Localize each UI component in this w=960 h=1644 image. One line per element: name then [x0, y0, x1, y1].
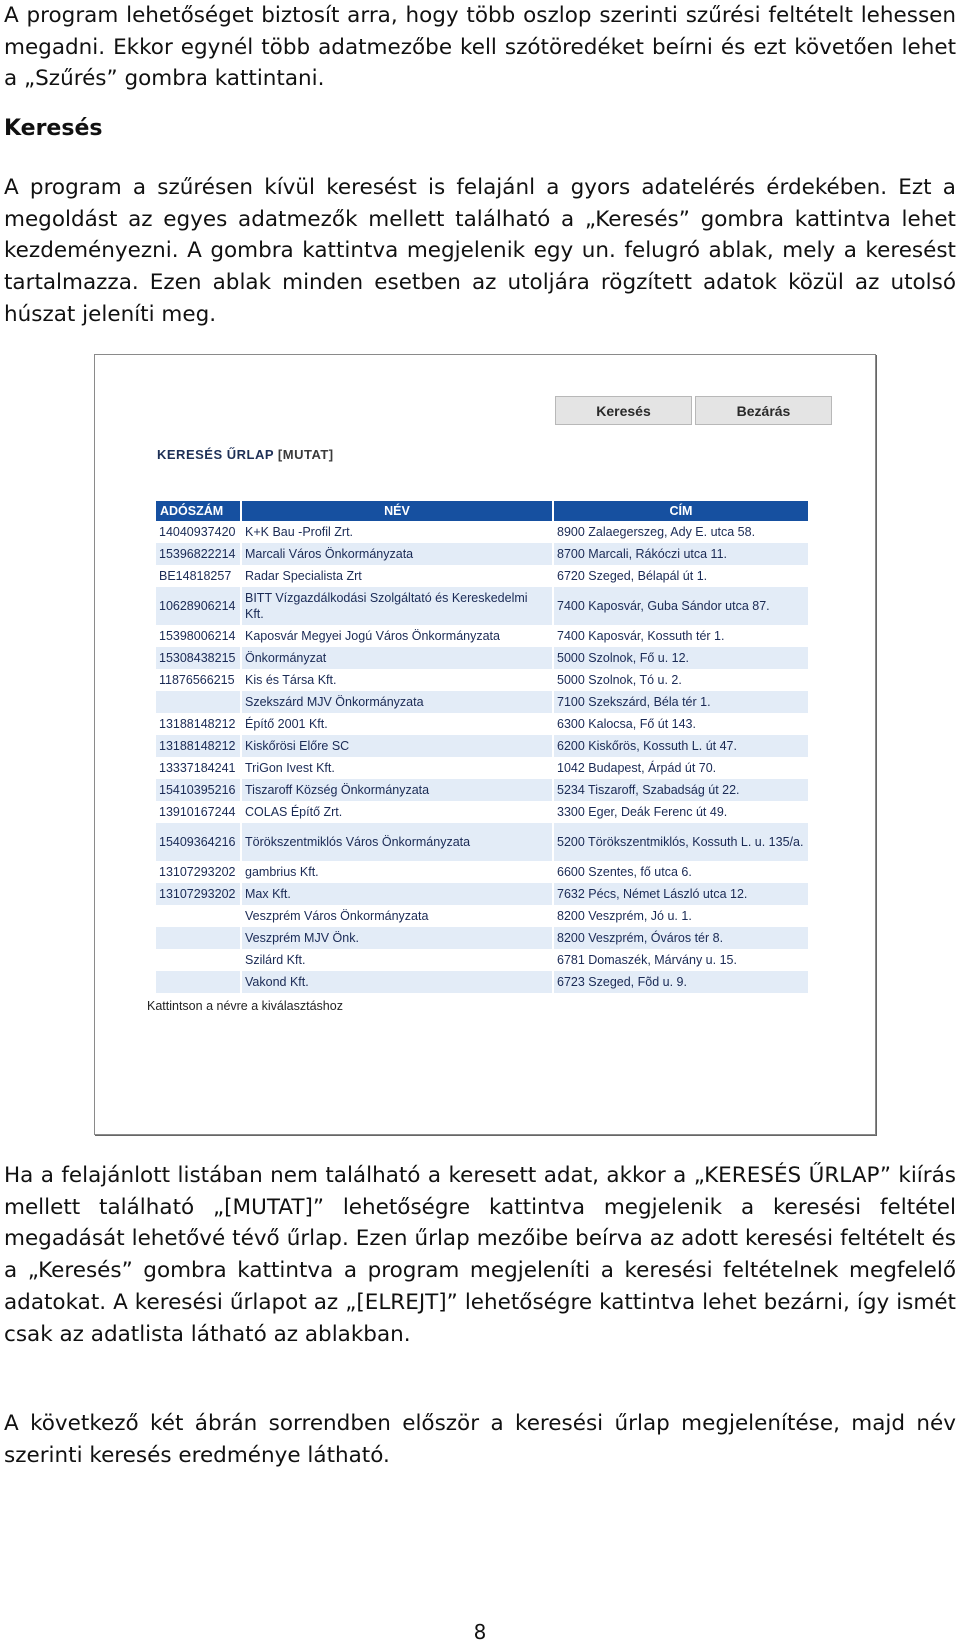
table-row[interactable] [156, 625, 808, 647]
tax-cell: 15409364216 [156, 823, 240, 861]
name-cell[interactable]: BITT Vízgazdálkodási Szolgáltató és Kereskedelmi Kft. [242, 587, 552, 625]
tax-cell: BE14818257 [159, 569, 232, 583]
tax-cell: 15308438215 [156, 647, 240, 669]
tax-cell: 10628906214 [156, 587, 240, 625]
name-cell[interactable]: Kiskőrösi Előre SC [242, 735, 552, 757]
address-cell: 1042 Budapest, Árpád út 70. [557, 761, 717, 775]
tax-cell: 13910167244 [159, 805, 236, 819]
name-cell[interactable]: K+K Bau -Profil Zrt. [245, 525, 354, 539]
tax-cell [156, 971, 240, 993]
table-row[interactable] [156, 565, 808, 587]
table-row[interactable] [156, 861, 808, 883]
address-cell: 6600 Szentes, fő utca 6. [557, 865, 692, 879]
tax-cell: 13107293202 [159, 865, 236, 879]
search-popup-screenshot [94, 354, 876, 1135]
tax-cell [156, 691, 240, 713]
address-cell: 6720 Szeged, Bélapál út 1. [557, 569, 708, 583]
table-row[interactable] [156, 779, 808, 801]
name-cell[interactable]: Vakond Kft. [242, 971, 552, 993]
name-cell[interactable]: Önkormányzat [242, 647, 552, 669]
figures-intro-paragraph: A következő két ábrán sorrendben először a keresési űrlap megjelenítése, majd név szerinti keresés eredménye látható. [4, 1411, 956, 1468]
name-cell[interactable]: Max Kft. [242, 883, 552, 905]
table-row[interactable] [156, 949, 808, 971]
name-cell[interactable]: COLAS Építő Zrt. [245, 805, 343, 819]
table-row[interactable] [156, 521, 808, 543]
table-row[interactable] [156, 757, 808, 779]
selection-hint: Kattintson a névre a kiválasztáshoz [147, 999, 343, 1013]
search-form-title [157, 447, 334, 462]
close-button[interactable]: Bezárás [695, 396, 832, 425]
address-cell: 3300 Eger, Deák Ferenc út 49. [557, 805, 728, 819]
address-cell: 6723 Szeged, Fõd u. 9. [554, 971, 808, 993]
show-form-toggle[interactable]: [MUTAT] [277, 447, 334, 462]
table-row[interactable] [156, 927, 808, 949]
name-cell[interactable]: Marcali Város Önkormányzata [242, 543, 552, 565]
name-cell[interactable]: Szilárd Kft. [245, 953, 306, 967]
section-heading-kereses: Keresés [4, 116, 103, 141]
address-cell: 7400 Kaposvár, Guba Sándor utca 87. [554, 587, 808, 625]
name-cell[interactable]: Szekszárd MJV Önkormányzata [242, 691, 552, 713]
table-row[interactable] [156, 735, 808, 757]
column-header-address: CÍM [554, 501, 808, 521]
name-cell[interactable]: Törökszentmiklós Város Önkormányzata [242, 823, 552, 861]
tax-cell: 11876566215 [159, 673, 235, 687]
tax-cell: 15398006214 [159, 629, 236, 643]
address-cell: 6781 Domaszék, Márvány u. 15. [557, 953, 737, 967]
name-cell[interactable]: Tiszaroff Község Önkormányzata [242, 779, 552, 801]
page-number: 8 [473, 1620, 487, 1644]
table-row[interactable] [156, 883, 808, 905]
table-row[interactable] [156, 905, 808, 927]
address-cell: 7100 Szekszárd, Béla tér 1. [554, 691, 808, 713]
table-row[interactable] [156, 587, 808, 625]
name-cell[interactable]: Kaposvár Megyei Jogú Város Önkormányzata [245, 629, 500, 643]
tax-cell: 13188148212 [159, 717, 236, 731]
intro-paragraph: A program lehetőséget biztosít arra, hogy több oszlop szerinti szűrési feltételt lehessen megadni. Ekkor egynél több adatmezőbe kell szótöredéket beírni és ezt követően lehet a „Szűrés” gombra kattintani. [4, 3, 956, 92]
address-cell: 5234 Tiszaroff, Szabadság út 22. [554, 779, 808, 801]
table-row[interactable] [156, 543, 808, 565]
name-cell[interactable]: Radar Specialista Zrt [245, 569, 362, 583]
address-cell: 7400 Kaposvár, Kossuth tér 1. [557, 629, 725, 643]
address-cell: 6200 Kiskőrös, Kossuth L. út 47. [554, 735, 808, 757]
tax-cell: 15410395216 [156, 779, 240, 801]
table-row[interactable] [156, 669, 808, 691]
address-cell: 8900 Zalaegerszeg, Ady E. utca 58. [557, 525, 756, 539]
table-row[interactable] [156, 971, 808, 993]
tax-cell: 13337184241 [159, 761, 236, 775]
name-cell[interactable]: TriGon Ivest Kft. [245, 761, 335, 775]
address-cell: 8700 Marcali, Rákóczi utca 11. [554, 543, 808, 565]
table-row[interactable] [156, 713, 808, 735]
results-table-body [156, 521, 808, 993]
tax-cell [156, 949, 240, 971]
table-row[interactable] [156, 801, 808, 823]
address-cell: 5000 Szolnok, Tó u. 2. [557, 673, 682, 687]
tax-cell: 14040937420 [159, 525, 236, 539]
name-cell[interactable]: Építő 2001 Kft. [245, 717, 328, 731]
address-cell: 8200 Veszprém, Jó u. 1. [557, 909, 692, 923]
name-cell[interactable]: Veszprém MJV Önk. [242, 927, 552, 949]
tax-cell [156, 927, 240, 949]
tax-cell: 13107293202 [156, 883, 240, 905]
address-cell: 8200 Veszprém, Óváros tér 8. [554, 927, 808, 949]
name-cell[interactable]: gambrius Kft. [245, 865, 319, 879]
address-cell: 7632 Pécs, Német László utca 12. [554, 883, 808, 905]
column-header-name: NÉV [242, 501, 552, 521]
search-description-paragraph: A program a szűrésen kívül keresést is felajánl a gyors adatelérés érdekében. Ezt a megoldást az egyes adatmezők mellett található a „Keresés” gombra kattintva lehet kezdeményezni. A gombra kattintva megjelenik egy un. felugró ablak, mely a keresést tartalmazza. Ezen ablak minden esetben az utoljára rögzített adatok közül az utolsó húszat jeleníti meg. [4, 175, 956, 327]
search-form-label: KERESÉS ŰRLAP [157, 447, 274, 462]
name-cell[interactable]: Kis és Társa Kft. [245, 673, 337, 687]
table-row[interactable] [156, 691, 808, 713]
address-cell: 6300 Kalocsa, Fő út 143. [557, 717, 696, 731]
search-button[interactable]: Keresés [555, 396, 692, 425]
name-cell[interactable]: Veszprém Város Önkormányzata [245, 909, 429, 923]
table-row[interactable] [156, 823, 808, 861]
address-cell: 5000 Szolnok, Fő u. 12. [554, 647, 808, 669]
tax-cell: 13188148212 [156, 735, 240, 757]
results-table [154, 501, 810, 993]
tax-cell [156, 905, 240, 927]
form-description-paragraph: Ha a felajánlott listában nem található a keresett adat, akkor a „KERESÉS ŰRLAP” kiírás mellett található „[MUTAT]” lehetőségre kattintva megjelenik a keresési feltétel megadását lehetővé tévő űrlap. Ezen űrlap mezőibe beírva az adott keresési feltételt és a „Keresés” gombra kattintva a program megjeleníti a keresési feltételnek megfelelő adatokat. A keresési űrlapot az „[ELREJT]” lehetőségre kattintva lehet bezárni, így ismét csak az adatlista látható az ablakban. [4, 1163, 956, 1347]
tax-cell: 15396822214 [156, 543, 240, 565]
column-header-tax: ADÓSZÁM [156, 501, 240, 521]
table-row[interactable] [156, 647, 808, 669]
address-cell: 5200 Törökszentmiklós, Kossuth L. u. 135/a. [554, 823, 808, 861]
